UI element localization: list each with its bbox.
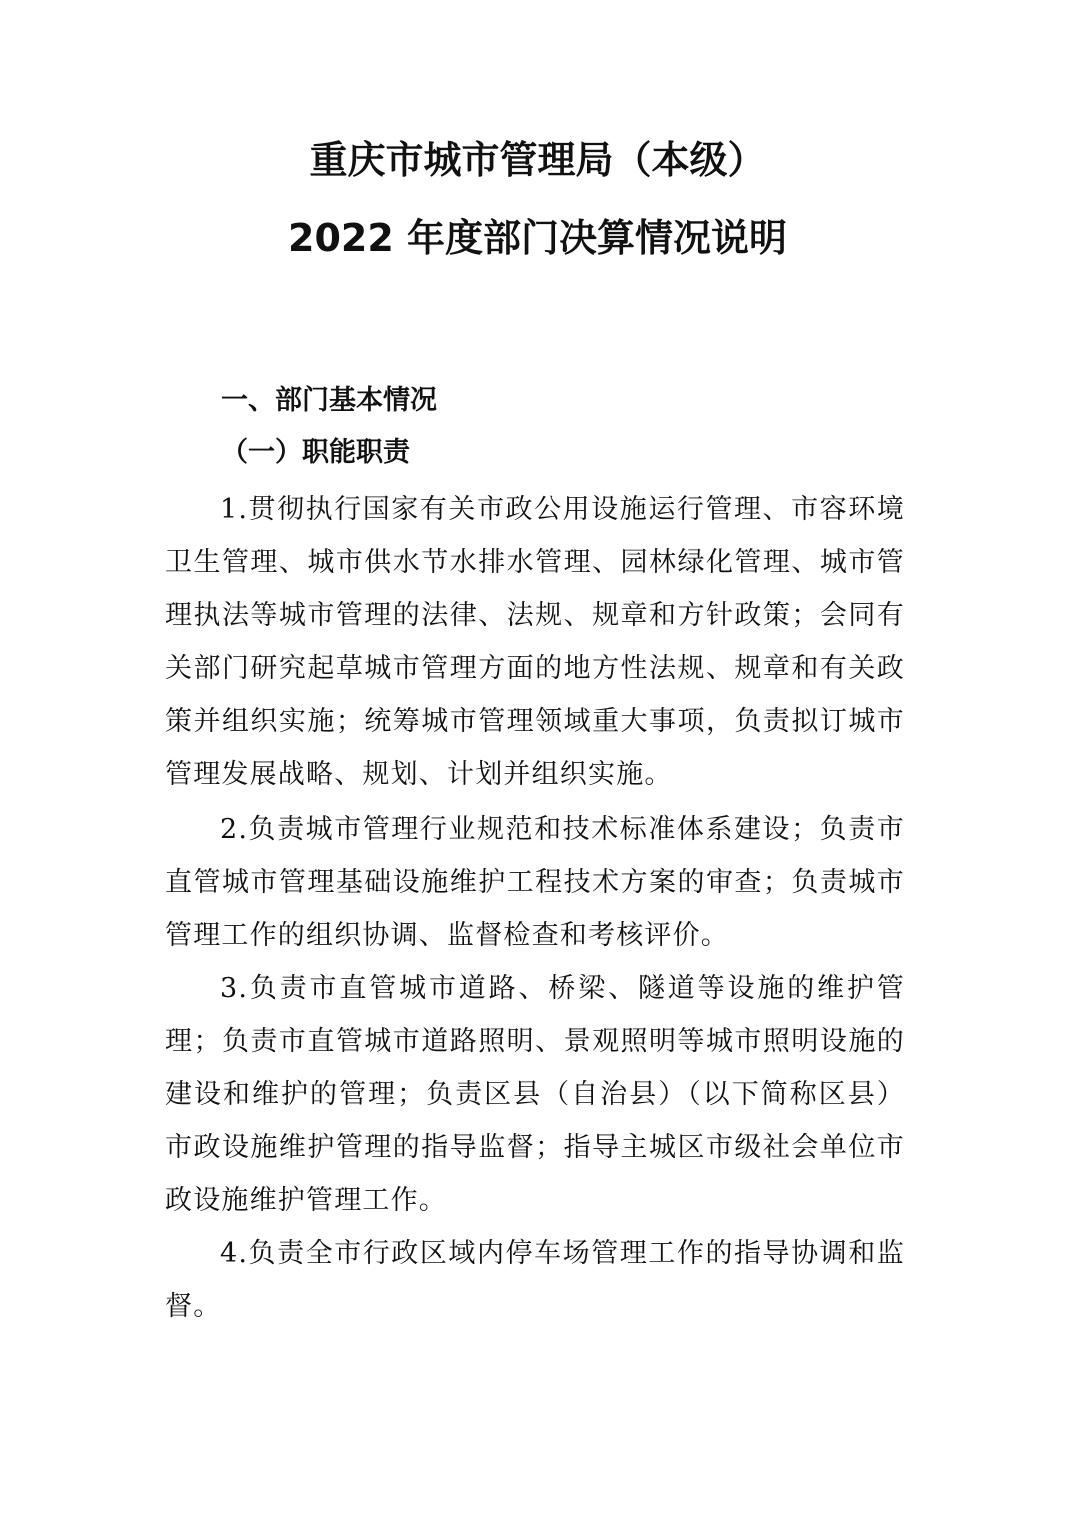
subsection-heading: （一）职能职责 <box>221 437 410 468</box>
paragraph-4: 4.负责全市行政区域内停车场管理工作的指导协调和监督。 <box>165 1238 905 1322</box>
paragraph-1: 1.贯彻执行国家有关市政公用设施运行管理、市容环境卫生管理、城市供水节水排水管理、园林绿化管理、城市管理执法等城市管理的法律、法规、规章和方针政策；会同有关部门研究起草城市管理方面的地方性法规、规章和有关政策并组织实施；统筹城市管理领域重大事项，负责拟订城市管理发展战略、规划、计划并组织实施。 <box>165 494 905 790</box>
section-heading: 一、部门基本情况 <box>221 385 437 416</box>
paragraph-2: 2.负责城市管理行业规范和技术标准体系建设；负责市直管城市管理基础设施维护工程技术方案的审查；负责城市管理工作的组织协调、监督检查和考核评价。 <box>165 814 905 951</box>
document-title-line-2: 2022 年度部门决算情况说明 <box>288 216 787 260</box>
document-title-line-1: 重庆市城市管理局（本级） <box>309 138 766 182</box>
paragraph-3: 3.负责市直管城市道路、桥梁、隧道等设施的维护管理；负责市直管城市道路照明、景观照明等城市照明设施的建设和维护的管理；负责区县（自治县）（以下简称区县）市政设施维护管理的指导监督；指导主城区市级社会单位市政设施维护管理工作。 <box>165 973 905 1216</box>
